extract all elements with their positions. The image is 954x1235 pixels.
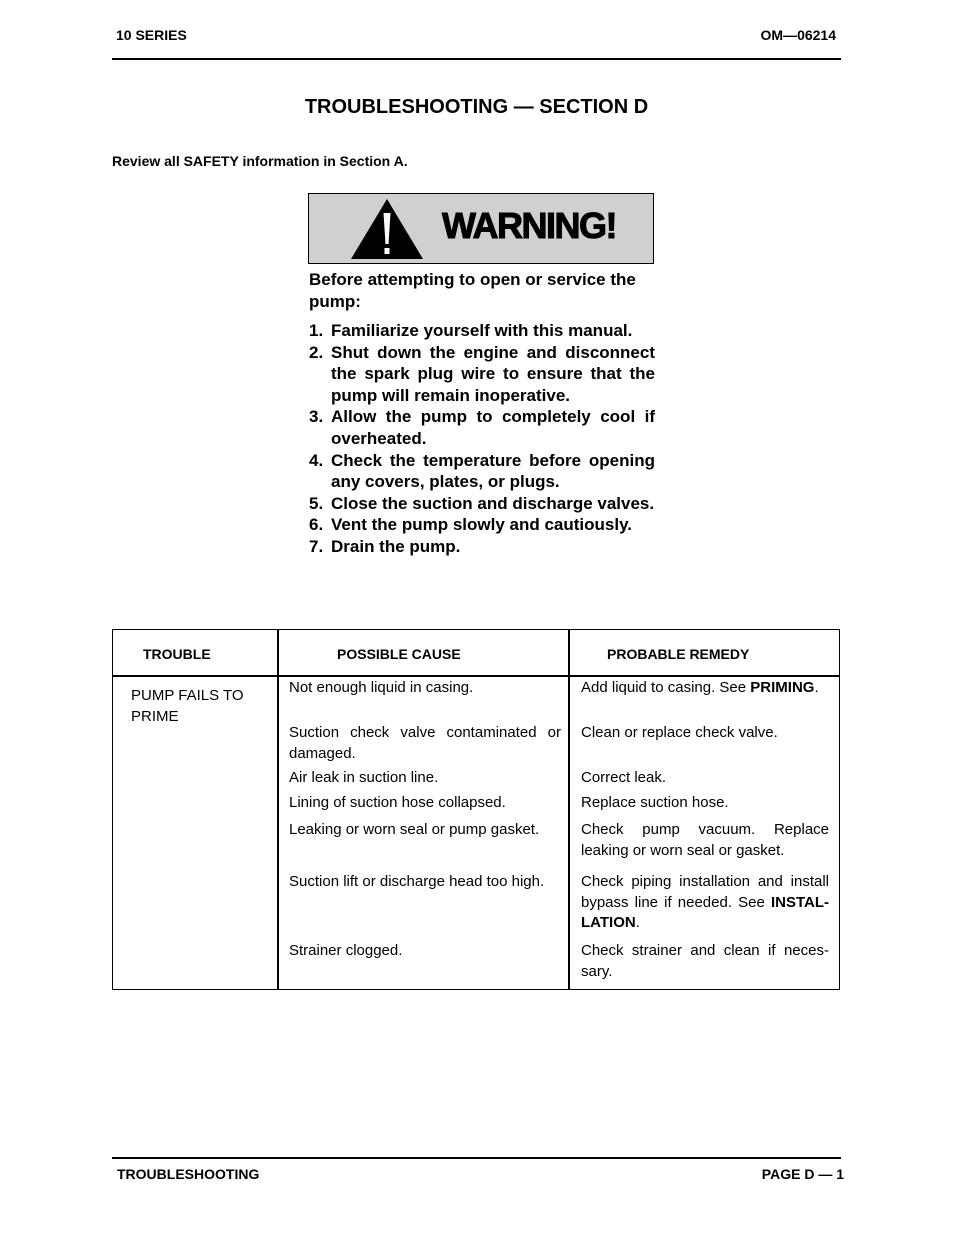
column-header-remedy: PROBABLE REMEDY [607,646,750,662]
remedy-text-end: . [814,679,819,696]
review-note: Review all SAFETY information in Section A. [112,153,408,169]
step-text: Close the suction and discharge valves. [331,493,655,513]
column-header-trouble: TROUBLE [143,646,211,662]
warning-step [309,406,655,449]
warning-intro: Before attempting to open or service the pump: [309,270,636,311]
step-text: Check the temperature before opening any covers, plates, or plugs. [331,450,655,492]
step-number: 1. [309,321,324,340]
warning-step [309,342,655,407]
remedy-text: Correct leak. [581,769,667,786]
column-divider [277,630,279,989]
remedy-cell [581,678,829,699]
step-number: 3. [309,407,324,427]
header-divider [113,675,839,677]
remedy-cell [581,768,829,789]
remedy-text: Replace suction hose. [581,794,729,811]
warning-step [309,514,655,536]
warning-steps [309,320,655,558]
cause-cell: Suction check valve contaminated or damaged. [289,724,561,762]
step-text: Familiarize yourself with this manual. [331,321,633,340]
step-number: 5. [309,493,324,513]
warning-triangle-icon [349,197,425,261]
step-number: 4. [309,450,324,470]
page-title: TROUBLESHOOTING — SECTION D [304,96,649,118]
step-number: 7. [309,536,324,556]
cause-cell: Not enough liquid in casing. [289,679,474,696]
warning-step [309,320,655,342]
step-text: Vent the pump slowly and cautiously. [331,515,633,535]
step-text: Drain the pump. [331,536,461,556]
step-text: Shut down the engine and disconnect the spark plug wire to ensure that the pump will remain inoperative. [331,342,655,405]
footer-page-number: PAGE D — 1 [761,1166,844,1182]
remedy-cell [581,723,829,744]
remedy-cell [581,820,829,861]
footer-section: TROUBLESHOOTING [117,1166,260,1182]
header-doc-number: OM—06214 [760,27,836,43]
footer-rule [112,1157,841,1159]
header-series: 10 SERIES [116,27,187,43]
remedy-text: Clean or replace check valve. [581,724,778,741]
cause-cell: Lining of suction hose collapsed. [289,794,506,811]
cause-cell: Suction lift or discharge head too high. [289,873,545,890]
remedy-text: Check pump vacuum. Replace leaking or worn seal or gasket. [581,821,829,859]
header-rule [112,58,841,60]
remedy-cell [581,941,829,982]
trouble-cell: PUMP FAILS TO PRIME [131,687,244,725]
remedy-text: Add liquid to casing. See [581,679,751,696]
remedy-text-end: . [635,914,640,931]
cause-cell: Air leak in suction line. [289,769,439,786]
column-divider [568,630,570,989]
remedy-reference: PRIMING [750,679,815,696]
troubleshooting-table [112,629,840,990]
step-number: 6. [309,515,324,535]
warning-step [309,493,655,515]
cause-cell: Leaking or worn seal or pump gasket. [289,821,540,838]
remedy-reference: INSTALLATION [581,893,829,931]
warning-banner [308,193,654,264]
step-number: 2. [309,342,324,362]
remedy-text: Check strainer and clean if necessary. [581,942,829,980]
warning-label: WARNING! [442,205,616,246]
warning-step [309,450,655,493]
remedy-text: Check piping installation and install bypass line if needed. See [581,873,829,911]
column-header-cause: POSSIBLE CAUSE [337,646,461,662]
remedy-cell [581,872,829,934]
warning-step [309,536,655,558]
step-text: Allow the pump to completely cool if overheated. [331,407,655,448]
remedy-cell [581,793,829,814]
cause-cell: Strainer clogged. [289,942,403,959]
